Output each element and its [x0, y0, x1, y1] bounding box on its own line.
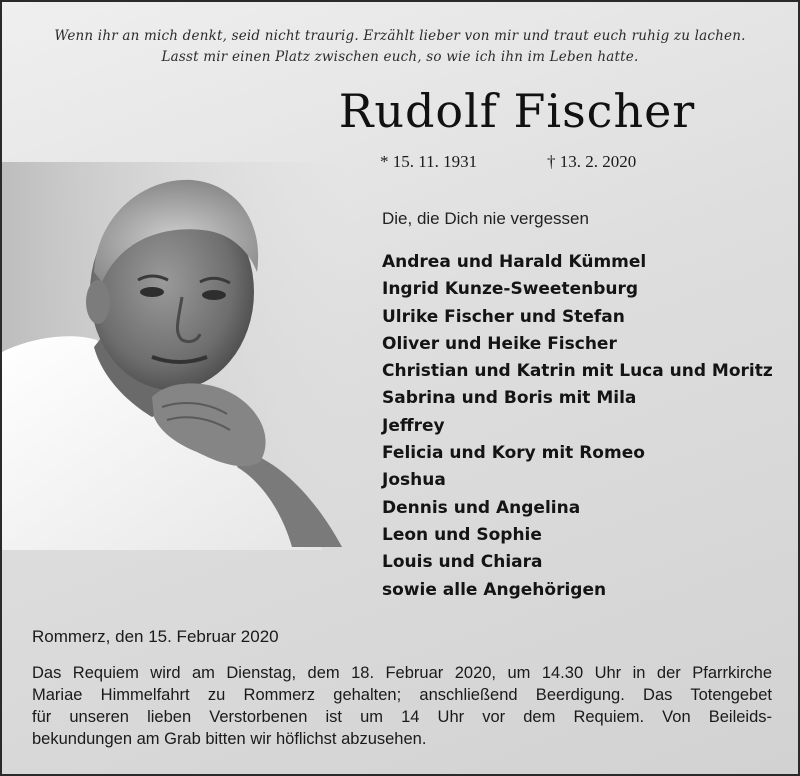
birth-date: * 15. 11. 1931	[380, 152, 478, 171]
farewell-line: Die, die Dich nie vergessen	[382, 209, 589, 228]
mourner-item: Louis und Chiara	[382, 552, 543, 573]
mourner-item: Ingrid Kunze-Sweetenburg	[382, 279, 639, 300]
mourner-item: Dennis und Angelina	[382, 497, 581, 518]
mourner-item: sowie alle Angehörigen	[382, 579, 607, 600]
motto-line-2: Lasst mir einen Platz zwischen euch, so wie ich ihn im Leben hatte.	[161, 49, 639, 65]
portrait-photo-icon	[2, 162, 347, 550]
mourner-item: Andrea und Harald Kümmel	[382, 252, 647, 272]
notice-line-3: für unseren lieben Verstorbenen ist um 14 Uhr vor dem Requiem. Von Beileids-	[32, 708, 772, 726]
notice-line-2: Mariae Himmelfahrt zu Rommerz gehalten; anschließend Beerdigung. Das Totengebet	[32, 686, 772, 704]
motto-line-1: Wenn ihr an mich denkt, seid nicht traurig. Erzählt lieber von mir und traut euch ruhig zu lachen.	[54, 28, 746, 44]
notice-line-1: Das Requiem wird am Dienstag, dem 18. Februar 2020, um 14.30 Uhr in der Pfarrkirche	[32, 664, 772, 682]
portrait-photo	[2, 162, 347, 550]
place-and-date: Rommerz, den 15. Februar 2020	[32, 627, 279, 646]
death-date: † 13. 2. 2020	[547, 152, 637, 171]
mourner-item: Oliver und Heike Fischer	[382, 333, 617, 354]
mourner-item: Felicia und Kory mit Romeo	[382, 443, 645, 464]
mourner-item: Joshua	[382, 470, 446, 491]
mourner-item: Ulrike Fischer und Stefan	[382, 306, 625, 327]
mourners-list	[382, 249, 773, 604]
mourner-item: Leon und Sophie	[382, 524, 542, 545]
funeral-notice	[32, 662, 772, 750]
mourner-item: Jeffrey	[382, 415, 445, 436]
mourner-item: Christian und Katrin mit Luca und Moritz	[382, 361, 773, 382]
deceased-name: Rudolf Fischer	[338, 84, 696, 138]
motto	[2, 26, 798, 68]
notice-line-4: bekundungen am Grab bitten wir höflichst abzusehen.	[32, 730, 427, 748]
mourner-item: Sabrina und Boris mit Mila	[382, 388, 637, 409]
